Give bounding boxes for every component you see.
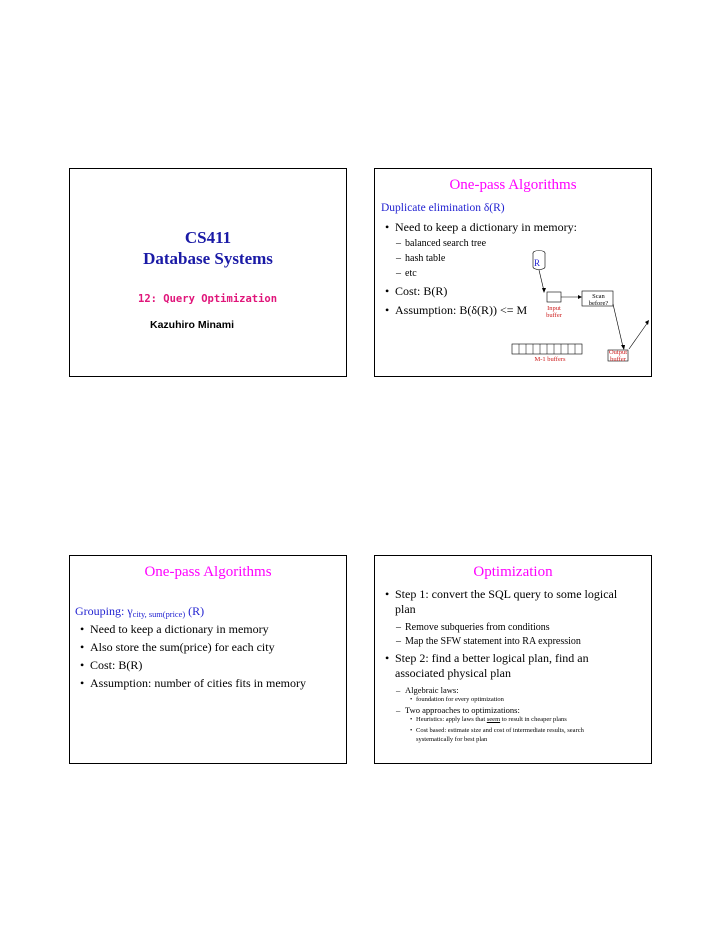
bullet-item: • Step 2: find a better logical plan, find an associated physical plan [385,651,589,680]
sub-bullet-item: – Algebraic laws: [396,685,459,695]
dash-icon: – [396,268,401,279]
slide-grouping [69,555,347,764]
arrow-icon [539,270,544,291]
bullet-icon: • [385,651,390,665]
slide-heading: Optimization [473,564,553,580]
dash-icon: – [396,636,401,647]
slide-title [69,168,347,377]
dash-icon: – [396,685,401,695]
slide-heading: One-pass Algorithms [449,177,577,193]
bullet-item: • Need to keep a dictionary in memory [80,622,269,636]
relation-label: R [534,258,541,268]
arrow-icon [613,304,623,347]
sub-bullet-item: – Two approaches to optimizations: [396,705,520,715]
section-heading: Duplicate elimination δ(R) [381,202,505,214]
bullet-icon: • [385,220,390,234]
slide-heading: One-pass Algorithms [144,564,272,580]
bullet-item: • Cost: B(R) [80,658,143,672]
bullet-item: • Need to keep a dictionary in memory: [385,220,577,234]
bullet-icon: • [80,658,85,672]
sub-bullet-item: – etc [396,268,417,279]
bullet-item: • Step 1: convert the SQL query to some logical plan [385,587,618,616]
sub-bullet-item: – Remove subqueries from conditions [396,622,550,633]
bullet-icon: • [80,622,85,636]
bullet-icon: • [80,676,85,690]
course-code: CS411 [184,228,232,247]
sub-sub-bullet-item: • foundation for every optimization [410,696,504,703]
dash-icon: – [396,238,401,249]
input-buffer-label: Input buffer [546,305,562,319]
course-name: Database Systems [143,249,273,268]
section-heading: Grouping: $\gamma_{city, sum(price)}$ (R) [75,604,205,620]
input-buffer-box [547,292,561,302]
bullet-icon: • [385,303,390,317]
bullet-icon: • [410,696,413,703]
slide-optimization [374,555,652,764]
sub-sub-bullet-item: • Cost based: estimate size and cost of intermediate results, search systematically for best plan [410,727,584,743]
output-buffer-label: Output buffer [608,349,628,363]
dash-icon: – [396,622,401,633]
sub-sub-bullet-item: • Heuristics: apply laws that seem to result in cheaper plans [410,716,567,723]
dash-icon: – [396,253,401,264]
memory-buffers [512,344,582,354]
scan-label: Scan before? [588,293,609,307]
sub-bullet-item: – Map the SFW statement into RA expression [396,636,581,647]
dash-icon: – [396,705,401,715]
author-name: Kazuhiro Minami [150,319,235,331]
lecture-subtitle: 12: Query Optimization [138,293,278,305]
arrow-icon [629,322,648,349]
sub-bullet-item: – hash table [396,253,446,264]
bullet-item: • Assumption: B(δ(R)) <= M [385,303,528,317]
sub-bullet-item: – balanced search tree [396,238,487,249]
bullet-icon: • [385,284,390,298]
course-title [70,227,346,269]
bullet-item: • Assumption: number of cities fits in memory [80,676,306,690]
bullet-icon: • [410,727,413,734]
slide-duplicate-elimination [374,168,652,377]
bullet-item: • Also store the sum(price) for each city [80,640,275,654]
buffers-label: M-1 buffers [534,356,566,363]
bullet-icon: • [385,587,390,601]
bullet-icon: • [80,640,85,654]
bullet-icon: • [410,716,413,723]
bullet-item: • Cost: B(R) [385,284,448,298]
